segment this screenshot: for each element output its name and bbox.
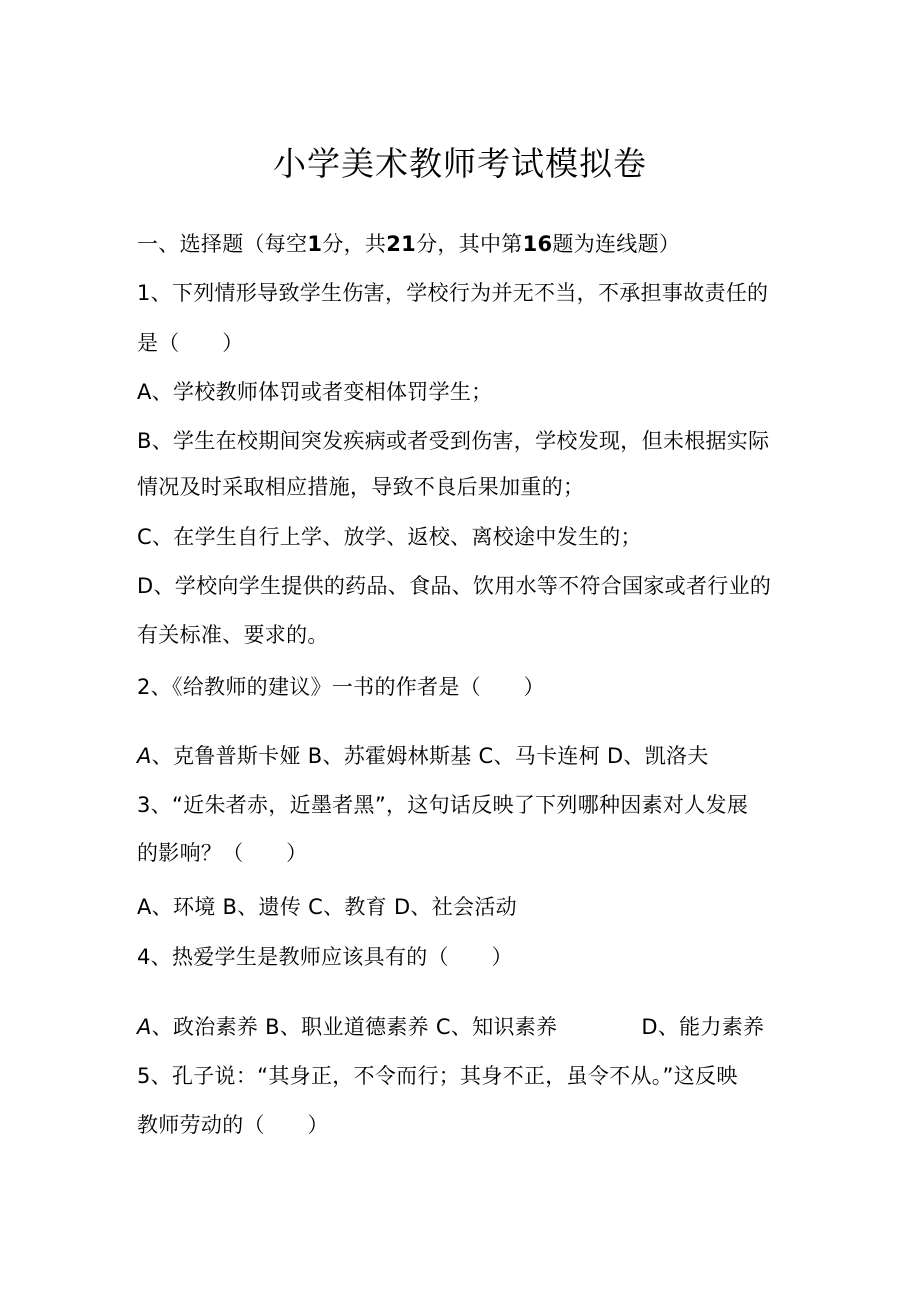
question-2-stem: 2、《给教师的建议》一书的作者是（ ）	[137, 675, 545, 699]
question-4-option-d: D、能力素养	[641, 1015, 765, 1039]
question-4-option-a-letter: A	[137, 1015, 152, 1039]
section-points-total: 21	[386, 232, 417, 256]
question-4-stem: 4、热爱学生是教师应该具有的（ ）	[137, 945, 513, 969]
question-2-options-text: 、克鲁普斯卡娅 B、苏霍姆林斯基 C、马卡连柯 D、凯洛夫	[151, 744, 709, 768]
question-3-options: A、环境 B、遗传 C、教育 D、社会活动	[137, 895, 517, 919]
section-heading-mid2: 分，其中第	[416, 232, 523, 256]
question-4-options	[137, 1010, 797, 1044]
section-heading	[137, 227, 797, 261]
question-5-stem-line1: 5、孔子说：“其身正，不令而行；其身不正，虽令不从。”这反映	[137, 1064, 738, 1088]
page-title: 小学美术教师考试模拟卷	[273, 144, 647, 183]
question-1-option-d-line2: 有关标准、要求的。	[137, 623, 329, 647]
question-1-option-c: C、在学生自行上学、放学、返校、离校途中发生的；	[137, 525, 642, 549]
section-heading-mid1: 分，共	[322, 232, 387, 256]
question-1-stem-line2: 是（ ）	[137, 331, 244, 355]
question-1-option-a: A、学校教师体罚或者变相体罚学生；	[137, 380, 493, 404]
question-3-stem-line1: 3、“近朱者赤，近墨者黑”，这句话反映了下列哪种因素对人发展	[137, 793, 749, 817]
question-1-option-b-line2: 情况及时采取相应措施，导致不良后果加重的；	[137, 475, 585, 499]
question-5-stem-line2: 教师劳动的（ ）	[137, 1113, 329, 1137]
question-1-option-d-line1: D、学校向学生提供的药品、食品、饮用水等不符合国家或者行业的	[137, 574, 772, 598]
question-1-stem-line1: 1、下列情形导致学生伤害，学校行为并无不当，不承担事故责任的	[137, 281, 769, 305]
section-matching-question-number: 16	[522, 232, 553, 256]
question-4-options-text: 、政治素养 B、职业道德素养 C、知识素养	[151, 1015, 558, 1039]
section-heading-suffix: 题为连线题）	[552, 232, 681, 256]
question-1-option-b-line1: B、学生在校期间突发疾病或者受到伤害，学校发现，但未根据实际	[137, 429, 770, 453]
question-2-options	[137, 739, 797, 773]
section-points-each: 1	[307, 232, 323, 256]
section-heading-prefix: 一、选择题（每空	[137, 232, 308, 256]
question-2-option-a-letter: A	[137, 744, 152, 768]
question-3-stem-line2: 的影响？（ ）	[137, 841, 308, 865]
